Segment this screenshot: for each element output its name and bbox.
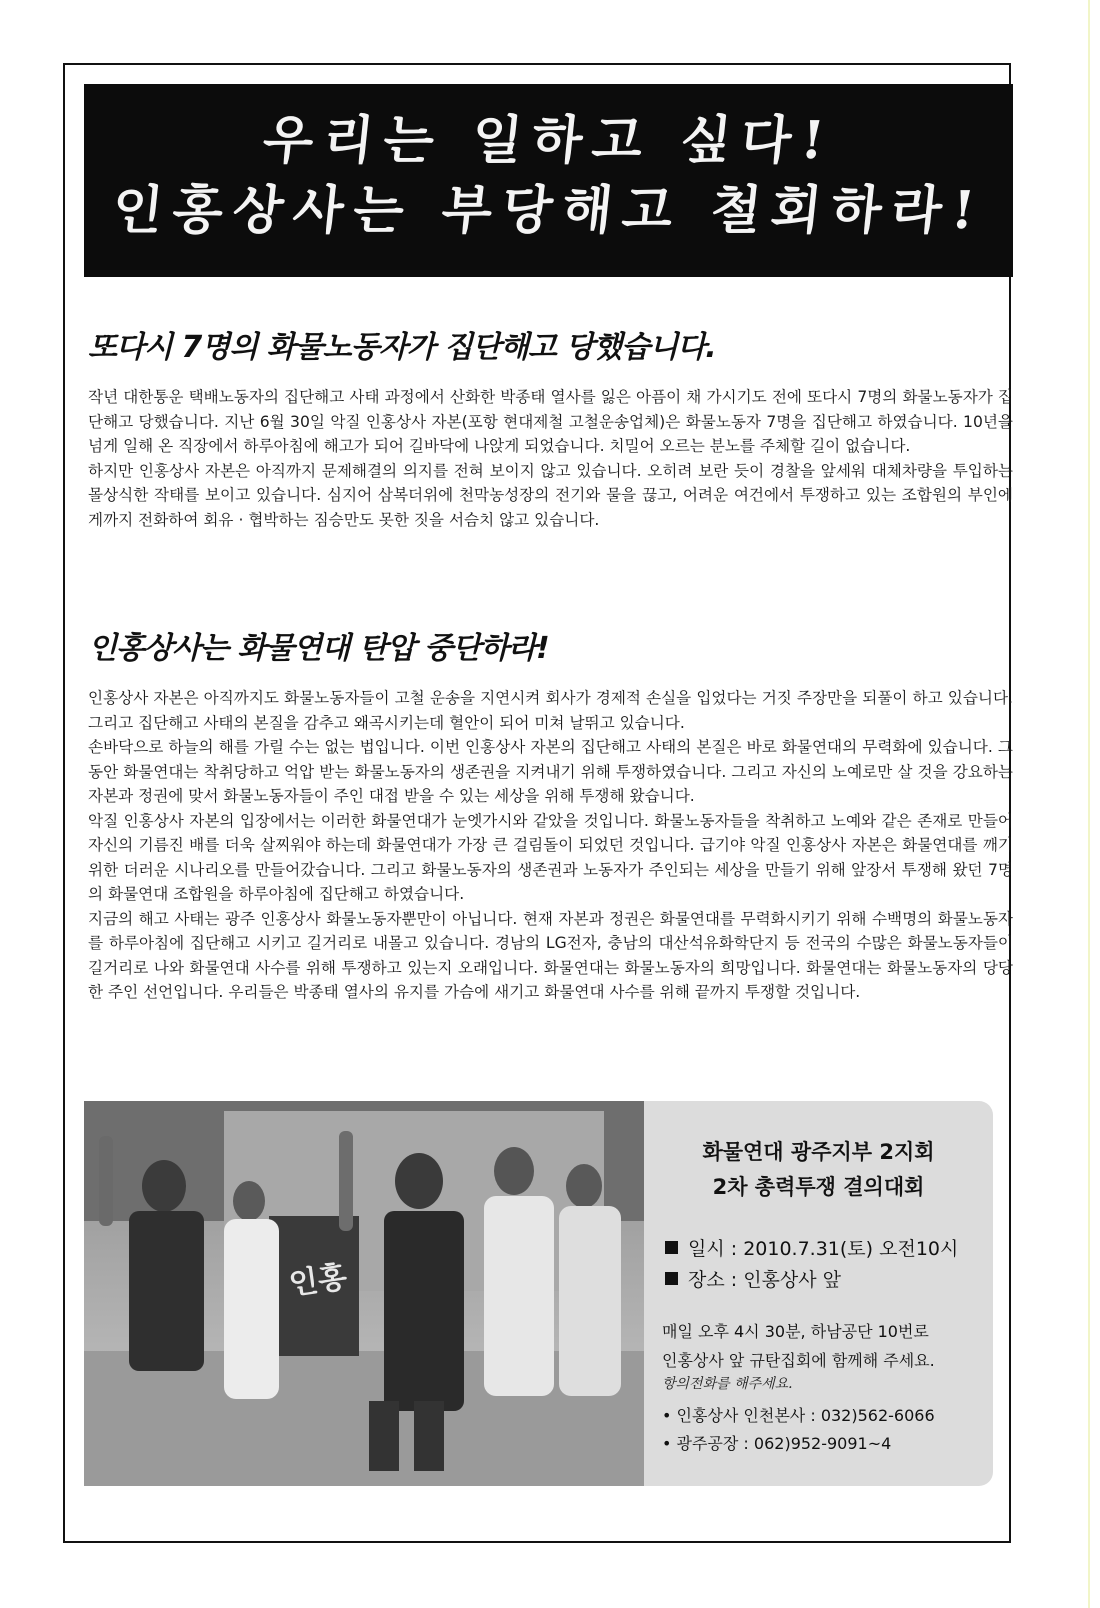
section-1-heading: 또다시 7명의 화물노동자가 집단해고 당했습니다. [88, 330, 716, 365]
rally-place [665, 1265, 841, 1292]
headline-line-2: 인홍상사는 부당해고 철회하라! [109, 180, 988, 241]
section-2-body [88, 686, 1013, 1005]
square-bullet-icon [665, 1272, 678, 1285]
photo-banner-text: 인홍 [286, 1259, 350, 1303]
rally-date [665, 1234, 958, 1261]
paragraph: 하지만 인홍상사 자본은 아직까지 문제해결의 의지를 전혀 보이지 않고 있습니다. 오히려 보란 듯이 경찰을 앞세워 대체차량을 투입하는 몰상식한 작태를 보이고 있습니다. 심지어 삼복더위에 천막농성장의 전기와 물을 끊고, 어려운 여건에서 투쟁하고 있는 조합원의 부인에게까지 전화하여 회유 · 협박하는 짐승만도 못한 짓을 서슴치 않고 있습니다. [88, 461, 1013, 529]
daily-rally-note [662, 1317, 935, 1375]
contact-gwangju: • 광주공장 : 062)952-9091~4 [662, 1434, 892, 1453]
headline-line-1: 우리는 일하고 싶다! [259, 110, 838, 171]
rally-title-line-1: 화물연대 광주지부 2지회 [702, 1140, 935, 1164]
rally-date-text: 일시 : 2010.7.31(토) 오전10시 [688, 1238, 959, 1260]
rally-place-text: 장소 : 인홍상사 앞 [688, 1269, 841, 1291]
paragraph: 악질 인홍상사 자본의 입장에서는 이러한 화물연대가 눈엣가시와 같았을 것입니다. 화물노동자들을 착취하고 노예와 같은 존재로 만들어 자신의 기름진 배를 더욱 살찌워야 하는데 화물연대가 가장 큰 걸림돌이 되었던 것입니다. 급기야 악질 인홍상사 자본은 화물연대를 깨기 위한 더러운 시나리오를 만들어갔습니다. 그리고 화물노동자의 생존권과 노동자가 주인되는 세상을 만들기 위해 앞장서 투쟁해 왔던 7명의 화물연대 조합원을 하루아침에 집단해고 하였습니다. [88, 811, 1013, 903]
note-line-2: 인홍상사 앞 규탄집회에 함께해 주세요. [662, 1351, 935, 1370]
page-edge-stripe [1088, 0, 1096, 1608]
protest-photo [84, 1101, 644, 1486]
note-line-1: 매일 오후 4시 30분, 하남공단 10번로 [662, 1322, 929, 1341]
handwritten-note: 항의전화를 해주세요. [662, 1376, 793, 1392]
paragraph: 손바닥으로 하늘의 해를 가릴 수는 없는 법입니다. 이번 인홍상사 자본의 집단해고 사태의 본질은 바로 화물연대의 무력화에 있습니다. 그동안 화물연대는 착취당하고 억압 받는 화물노동자의 생존권을 지켜내기 위해 투쟁하였습니다. 그리고 자신의 노예로만 살 것을 강요하는 자본과 정권에 맞서 화물노동자들이 주인 대접 받을 수 있는 세상을 위해 투쟁해 왔습니다. [88, 738, 1013, 805]
paragraph: 인홍상사 자본은 아직까지도 화물노동자들이 고철 운송을 지연시켜 회사가 경제적 손실을 입었다는 거짓 주장만을 되풀이 하고 있습니다. 그리고 집단해고 사태의 본질을 감추고 왜곡시키는데 혈안이 되어 미쳐 날뛰고 있습니다. [88, 689, 1013, 732]
paragraph: 지금의 해고 사태는 광주 인홍상사 화물노동자뿐만이 아닙니다. 현재 자본과 정권은 화물연대를 무력화시키기 위해 수백명의 화물노동자를 하루아침에 집단해고 시키고 길거리로 내몰고 있습니다. 경남의 LG전자, 충남의 대산석유화학단지 등 전국의 수많은 화물노동자들이 길거리로 나와 화물연대 사수를 위해 투쟁하고 있는지 오래입니다. 화물연대는 화물노동자의 희망입니다. 화물연대는 화물노동자의 당당한 주인 선언입니다. 우리들은 박종태 열사의 유지를 가슴에 새기고 화물연대 사수를 위해 끝까지 투쟁할 것입니다. [88, 909, 1013, 1001]
rally-title [644, 1135, 993, 1205]
headline-banner [84, 84, 1013, 277]
rally-info-box [644, 1101, 993, 1486]
paragraph: 작년 대한통운 택배노동자의 집단해고 사태 과정에서 산화한 박종태 열사를 잃은 아픔이 채 가시기도 전에 또다시 7명의 화물노동자가 집단해고 당했습니다. 지난 6월 30일 악질 인홍상사 자본(포항 현대제철 고철운송업체)은 화물노동자 7명을 집단해고 하였습니다. 10년을 넘게 일해 온 직장에서 하루아침에 해고가 되어 길바닥에 나앉게 되었습니다. 치밀어 오르는 분노를 주체할 길이 없습니다. [88, 388, 1013, 455]
contact-incheon: • 인홍상사 인천본사 : 032)562-6066 [662, 1406, 935, 1425]
rally-title-line-2: 2차 총력투쟁 결의대회 [712, 1175, 925, 1199]
section-2-heading: 인홍상사는 화물연대 탄압 중단하라! [88, 631, 549, 666]
square-bullet-icon [665, 1241, 678, 1254]
section-1-body [88, 385, 1013, 532]
